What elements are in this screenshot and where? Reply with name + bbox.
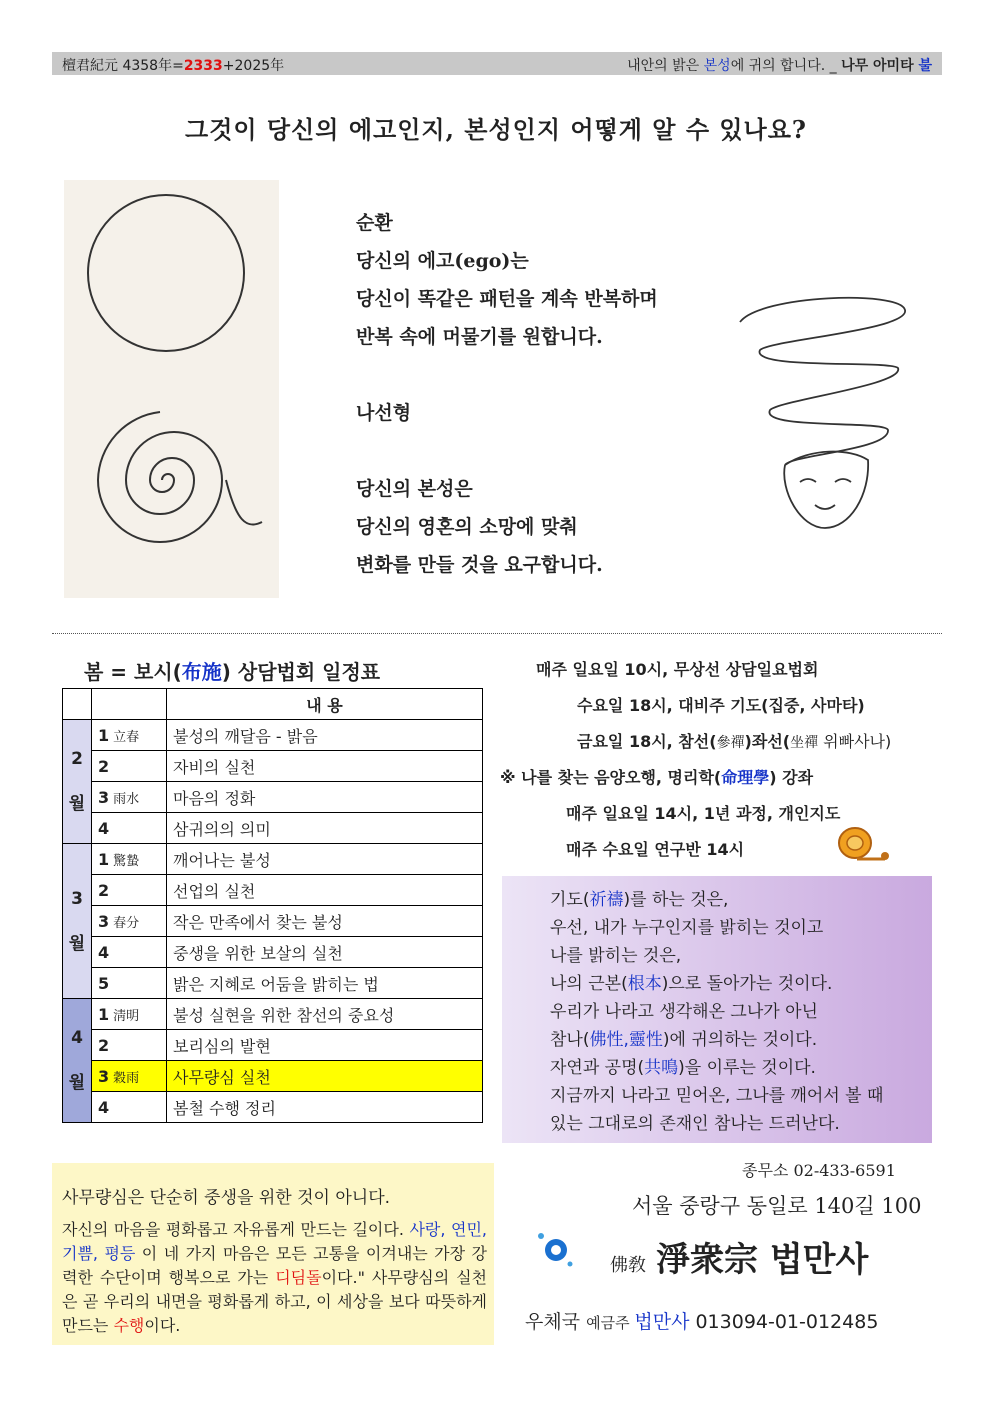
face-outline-icon (784, 452, 868, 528)
table-row: 5 밝은 지혜로 어둠을 밝히는 법 (63, 968, 483, 999)
motto-text: 내안의 밝은 본성에 귀의 합니다. _ 나무 아미타 불 (627, 58, 932, 74)
section-divider (52, 633, 942, 634)
table-row: 4 봄철 수행 정리 (63, 1092, 483, 1123)
lecture-sunday: 매주 일요일 14시, 1년 과정, 개인지도 (566, 804, 841, 823)
table-row: 3 월 1 驚蟄 깨어나는 불성 (63, 844, 483, 875)
schedule-title: 봄 = 보시(布施) 상담법회 일정표 (84, 660, 381, 684)
spiral-face-illustration (730, 290, 915, 535)
bank-account: 우체국 예금주 법만사 013094-01-012485 (525, 1311, 879, 1333)
four-minds-box (52, 1163, 494, 1345)
month-label-feb: 2 월 (63, 720, 92, 844)
friday-service: 금요일 18시, 참선(參禪)좌선(坐禪 위빠사나) (577, 732, 892, 751)
wednesday-service: 수요일 18시, 대비주 기도(집중, 사마타) (577, 696, 865, 715)
poem-line: 당신이 똑같은 패턴을 계속 반복하며 (356, 288, 658, 310)
sunday-service: 매주 일요일 10시, 무상선 상담일요법회 (536, 660, 819, 679)
temple-name: 佛敎 淨衆宗 법만사 (610, 1240, 869, 1280)
era-text: 檀君紀元 4358年=2333+2025年 (62, 58, 285, 74)
prayer-line: 우리가 나라고 생각해온 그나가 아닌 (550, 1002, 818, 1022)
temple-address: 서울 중랑구 동일로 140길 100 (632, 1194, 922, 1218)
office-phone: 종무소 02-433-6591 (742, 1161, 896, 1180)
prayer-line: 우선, 내가 누구인지를 밝히는 것이고 (550, 918, 824, 938)
poem-line: 반복 속에 머물기를 원합니다. (356, 326, 603, 348)
table-row: 3 春分 작은 만족에서 찾는 불성 (63, 906, 483, 937)
prayer-quote-box (502, 876, 932, 1143)
spiral-icon (98, 412, 262, 542)
weekly-schedule (500, 652, 891, 868)
prayer-line: 나를 밝히는 것은, (550, 946, 682, 966)
table-row: 2 선업의 실천 (63, 875, 483, 906)
month-label-apr: 4 월 (63, 999, 92, 1123)
gong-icon (835, 823, 890, 865)
four-minds-heading: 사무량심은 단순히 중생을 위한 것이 아니다. (62, 1188, 391, 1208)
table-row: 2 월 1 立春 불성의 깨달음 - 밝음 (63, 720, 483, 751)
table-row: 3 雨水 마음의 정화 (63, 782, 483, 813)
poem-line (356, 356, 658, 394)
poem-line: 당신의 본성은 (356, 478, 473, 500)
poem-line: 당신의 영혼의 소망에 맞춰 (356, 516, 578, 538)
month-label-mar: 3 월 (63, 844, 92, 999)
poem-text (356, 204, 658, 584)
smile-icon (815, 505, 835, 509)
table-row: 4 삼귀의의 의미 (63, 813, 483, 844)
table-row: 2 자비의 실천 (63, 751, 483, 782)
table-header-row (63, 689, 483, 720)
prayer-line: 있는 그대로의 존재인 참나는 드러난다. (550, 1114, 840, 1134)
prayer-line: 자연과 공명(共鳴)을 이루는 것이다. (550, 1058, 816, 1078)
closed-eye-icon (800, 479, 816, 482)
poem-line: 나선형 (356, 402, 412, 424)
circle-spiral-illustration (64, 180, 279, 598)
table-row: 4 중생을 위한 보살의 실천 (63, 937, 483, 968)
content-header: 내 용 (167, 689, 483, 720)
four-minds-body: 자신의 마음을 평화롭고 자유롭게 만드는 길이다. 사랑, 연민, 기쁨, 평등 이 네 가지 마음은 모든 고통을 이겨내는 가장 강력한 수단이며 행복으로 가는 디딤돌이다." 사무량심의 실천은 곧 우리의 내면을 평화롭게 하고, 이 세상을 보다 따뜻하게 만드는 수행이다. (62, 1220, 487, 1335)
table-row: 2 보리심의 발현 (63, 1030, 483, 1061)
table-row-highlighted: 3 穀雨 사무량심 실천 (63, 1061, 483, 1092)
poem-line (356, 432, 658, 470)
circle-icon (88, 195, 244, 351)
prayer-line: 나의 근본(根本)으로 돌아가는 것이다. (550, 974, 833, 994)
schedule-table (62, 688, 483, 1123)
poem-line: 순환 (356, 212, 393, 234)
lecture-notice: ※ 나를 찾는 음양오행, 명리학(命理學) 강좌 (500, 768, 814, 787)
prayer-line: 기도(祈禱)를 하는 것은, (550, 890, 729, 910)
poem-line: 당신의 에고(ego)는 (356, 250, 529, 272)
top-header-bar (52, 52, 942, 75)
table-row: 4 월 1 淸明 불성 실현을 위한 참선의 중요성 (63, 999, 483, 1030)
page-title: 그것이 당신의 에고인지, 본성인지 어떻게 알 수 있나요? (185, 115, 807, 144)
closed-eye-icon (835, 479, 851, 482)
temple-logo-icon (536, 1228, 584, 1268)
poem-line: 변화를 만들 것을 요구합니다. (356, 554, 603, 576)
lecture-wednesday: 매주 수요일 연구반 14시 (566, 840, 745, 859)
prayer-line: 지금까지 나라고 믿어온, 그나를 깨어서 볼 때 (550, 1086, 884, 1106)
prayer-line: 참나(佛性,靈性)에 귀의하는 것이다. (550, 1030, 818, 1050)
spiral-coil-icon (740, 298, 905, 465)
